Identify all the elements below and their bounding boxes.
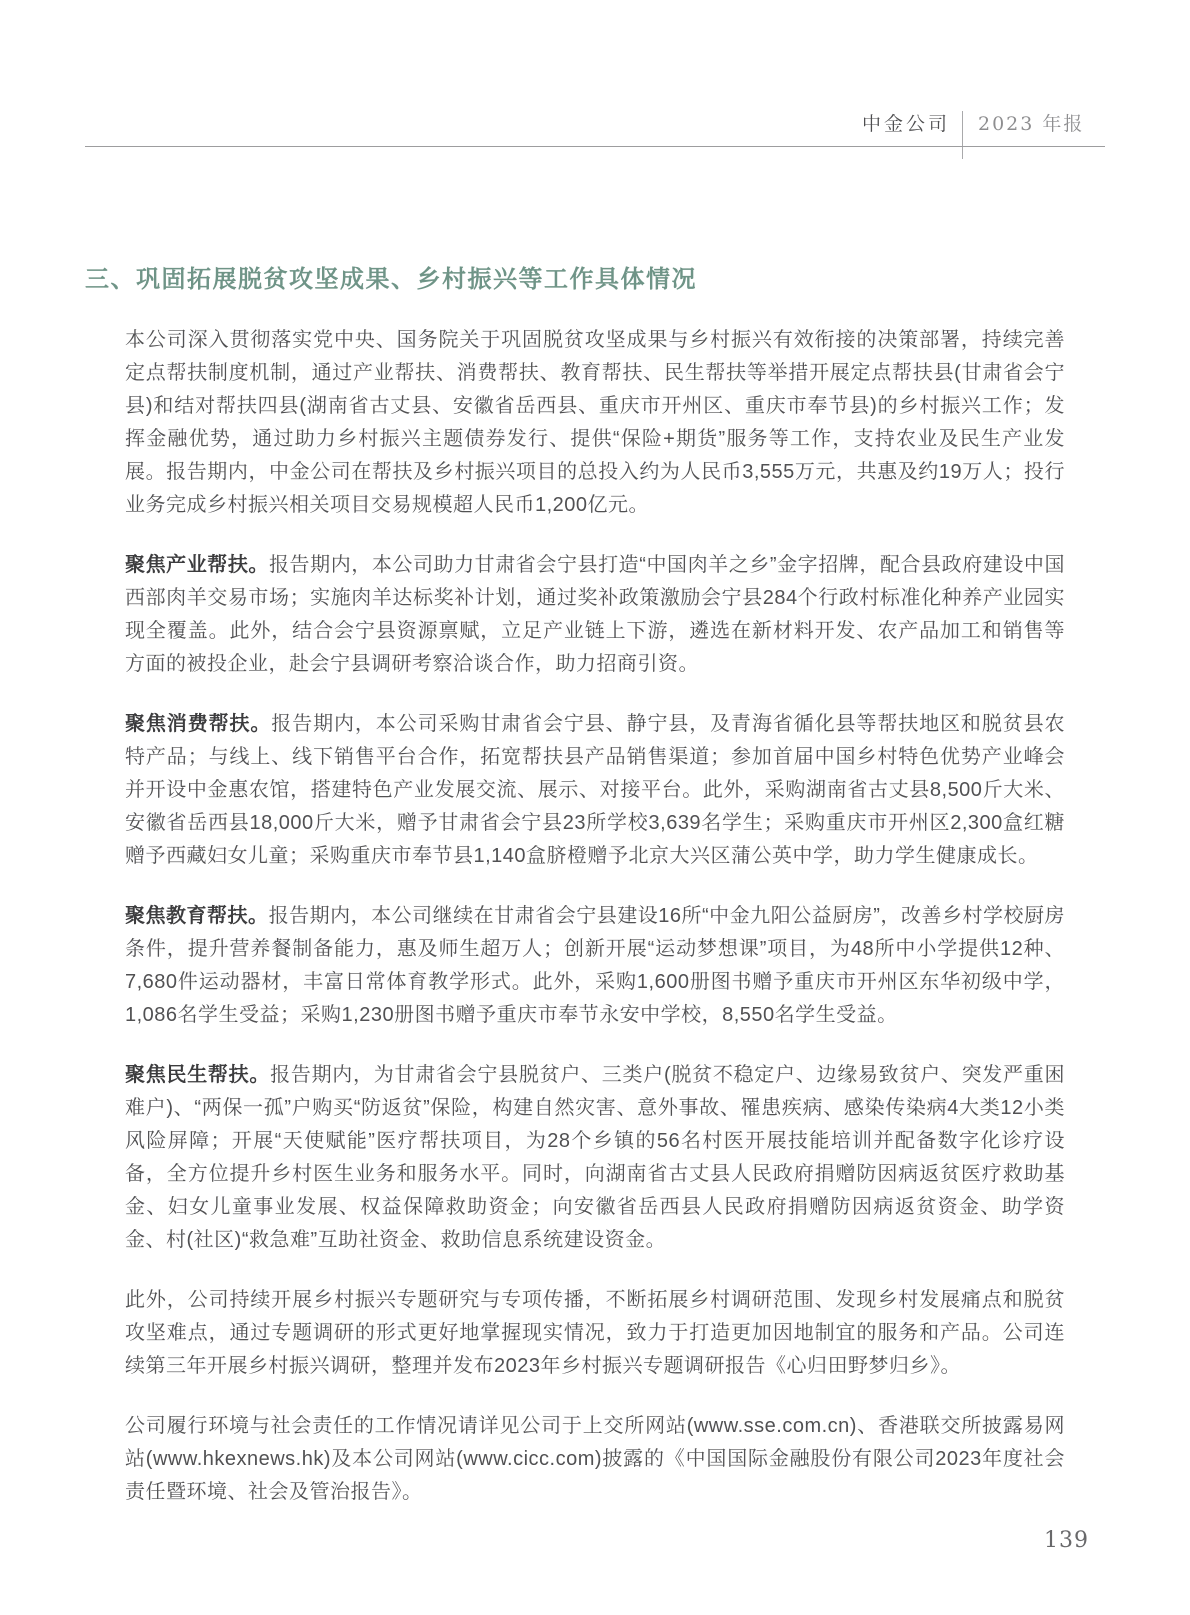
industry-support-paragraph: [125, 549, 1065, 681]
header-divider: [962, 111, 963, 159]
paragraph-text: 报告期内，本公司助力甘肃省会宁县打造“中国肉羊之乡”金字招牌，配合县政府建设中国西部肉羊交易市场；实施肉羊达标奖补计划，通过奖补政策激励会宁县284个行政村标准化种养产业园实现全覆盖。此外，结合会宁县资源禀赋，立足产业链上下游，遴选在新材料开发、农产品加工和销售等方面的被投企业，赴会宁县调研考察洽谈合作，助力招商引资。: [125, 554, 1065, 675]
education-support-paragraph: [125, 900, 1065, 1032]
company-name: 中金公司: [861, 113, 950, 135]
livelihood-support-paragraph: [125, 1059, 1065, 1257]
body-text-block: [125, 324, 1065, 1509]
paragraph-lead: 聚焦教育帮扶。: [125, 905, 269, 927]
esg-report-paragraph: [125, 1410, 1065, 1509]
research-paragraph: [125, 1284, 1065, 1383]
paragraph-lead: 聚焦消费帮扶。: [125, 713, 272, 735]
section-title: 三、巩固拓展脱贫攻坚成果、乡村振兴等工作具体情况: [85, 266, 697, 293]
paragraph-lead: 聚焦产业帮扶。: [125, 554, 269, 576]
report-edition: 2023 年报: [978, 113, 1085, 135]
paragraph-text: 报告期内，本公司继续在甘肃省会宁县建设16所“中金九阳公益厨房”，改善乡村学校厨房条件，提升营养餐制备能力，惠及师生超万人；创新开展“运动梦想课”项目，为48所中小学提供12种、7,680件运动器材，丰富日常体育教学形式。此外，采购1,600册图书赠予重庆市开州区东华初级中学，1,086名学生受益；采购1,230册图书赠予重庆市奉节永安中学校，8,550名学生受益。: [125, 905, 1066, 1026]
paragraph-text: 报告期内，为甘肃省会宁县脱贫户、三类户(脱贫不稳定户、边缘易致贫户、突发严重困难户)、“两保一孤”户购买“防返贫”保险，构建自然灾害、意外事故、罹患疾病、感染传染病4大类12小类风险屏障；开展“天使赋能”医疗帮扶项目，为28个乡镇的56名村医开展技能培训并配备数字化诊疗设备，全方位提升乡村医生业务和服务水平。同时，向湖南省古丈县人民政府捐赠防因病返贫医疗救助基金、妇女儿童事业发展、权益保障救助资金；向安徽省岳西县人民政府捐赠防因病返贫资金、助学资金、村(社区)“救急难”互助社资金、救助信息系统建设资金。: [125, 1064, 1065, 1251]
paragraph-lead: 聚焦民生帮扶。: [125, 1064, 271, 1086]
section-content: [85, 264, 1105, 1509]
paragraph-text: 报告期内，本公司采购甘肃省会宁县、静宁县，及青海省循化县等帮扶地区和脱贫县农特产品；与线上、线下销售平台合作，拓宽帮扶县产品销售渠道；参加首届中国乡村特色优势产业峰会并开设中金惠农馆，搭建特色产业发展交流、展示、对接平台。此外，采购湖南省古丈县8,500斤大米、安徽省岳西县18,000斤大米，赠予甘肃省会宁县23所学校3,639名学生；采购重庆市开州区2,300盒红糖赠予西藏妇女儿童；采购重庆市奉节县1,140盒脐橙赠予北京大兴区蒲公英中学，助力学生健康成长。: [125, 713, 1066, 867]
paragraph-text: 本公司深入贯彻落实党中央、国务院关于巩固脱贫攻坚成果与乡村振兴有效衔接的决策部署，持续完善定点帮扶制度机制，通过产业帮扶、消费帮扶、教育帮扶、民生帮扶等举措开展定点帮扶县(甘肃省会宁县)和结对帮扶四县(湖南省古丈县、安徽省岳西县、重庆市开州区、重庆市奉节县)的乡村振兴工作；发挥金融优势，通过助力乡村振兴主题债券发行、提供“保险+期货”服务等工作，支持农业及民生产业发展。报告期内，中金公司在帮扶及乡村振兴项目的总投入约为人民币3,555万元，共惠及约19万人；投行业务完成乡村振兴相关项目交易规模超人民币1,200亿元。: [125, 329, 1065, 516]
intro-paragraph: [125, 324, 1065, 522]
paragraph-text: 公司履行环境与社会责任的工作情况请详见公司于上交所网站(www.sse.com.cn)、香港联交所披露易网站(www.hkexnews.hk)及本公司网站(www.cicc.com)披露的《中国国际金融股份有限公司2023年度社会责任暨环境、社会及管治报告》。: [125, 1415, 1065, 1503]
paragraph-text: 此外，公司持续开展乡村振兴专题研究与专项传播，不断拓展乡村调研范围、发现乡村发展痛点和脱贫攻坚难点，通过专题调研的形式更好地掌握现实情况，致力于打造更加因地制宜的服务和产品。公司连续第三年开展乡村振兴调研，整理并发布2023年乡村振兴专题调研报告《心归田野梦归乡》。: [125, 1289, 1065, 1377]
page-number: 139: [1044, 1528, 1089, 1553]
header-rule: [85, 146, 1105, 147]
consumption-support-paragraph: [125, 708, 1065, 873]
